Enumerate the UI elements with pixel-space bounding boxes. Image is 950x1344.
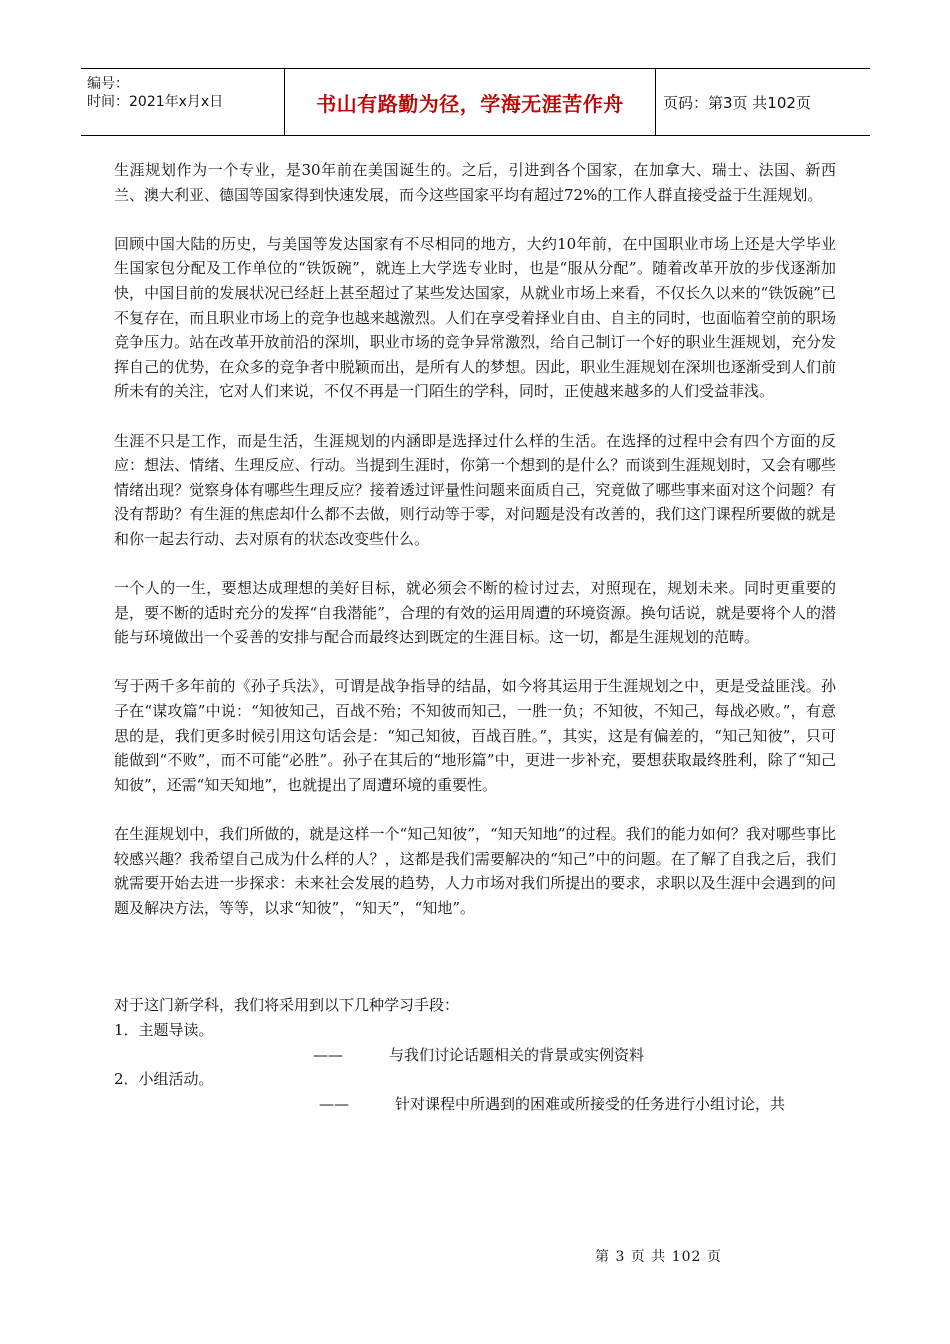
- paragraph: 生涯规划作为一个专业，是30年前在美国诞生的。之后，引进到各个国家，在加拿大、瑞士、法国、新西兰、澳大利亚、德国等国家得到快速发展，而今这些国家平均有超过72%的工作人群直接受益于生涯规划。: [114, 161, 836, 204]
- paragraph: 一个人的一生，要想达成理想的美好目标，就必须会不断的检讨过去，对照现在，规划未来。同时更重要的是，要不断的适时充分的发挥“自我潜能”，合理的有效的运用周遭的环境资源。换句话说，就是要将个人的潜能与环境做出一个妥善的安排与配合而最终达到既定的生涯目标。这一切，都是生涯规划的范畴。: [114, 579, 836, 647]
- paragraph: 在生涯规划中，我们所做的，就是这样一个“知己知彼”，“知天知地”的过程。我们的能力如何？我对哪些事比较感兴趣？我希望自己成为什么样的人？，这都是我们需要解决的“知己”中的问题。在了解了自我之后，我们就需要开始去进一步探求：未来社会发展的趋势，人力市场对我们所提出的要求，求职以及生涯中会遇到的问题及解决方法，等等，以求“知彼”，“知天”，“知地”。: [114, 825, 836, 917]
- header-motto-cell: [284, 69, 656, 135]
- methods-intro: 对于这门新学科，我们将采用到以下几种学习手段：: [114, 996, 460, 1015]
- dash-mark: ——: [319, 1094, 349, 1113]
- paragraph: 回顾中国大陆的历史，与美国等发达国家有不尽相同的地方，大约10年前，在中国职业市场上还是大学毕业生国家包分配及工作单位的“铁饭碗”，就连上大学选专业时，也是“服从分配”。随着改革开放的步伐逐渐加快，中国目前的发展状况已经赶上甚至超过了某些发达国家，从就业市场上来看，不仅长久以来的“铁饭碗”已不复存在，而且职业市场上的竞争也越来越激烈。人们在享受着择业自由、自主的同时，也面临着空前的职场竞争压力。站在改革开放前沿的深圳，职业市场的竞争异常激烈，给自己制订一个好的职业生涯规划，充分发挥自己的优势，在众多的竞争者中脱颖而出，是所有人的梦想。因此，职业生涯规划在深圳也逐渐受到人们前所未有的关注，它对人们来说，不仅不再是一门陌生的学科，同时，正使越来越多的人们受益菲浅。: [114, 234, 836, 401]
- header-meta: [81, 69, 284, 135]
- document-number-label: 编号：: [87, 76, 129, 92]
- page-header: [81, 68, 870, 136]
- page-footer: 第 3 页 共 102 页: [595, 1249, 722, 1265]
- header-page-cell: [656, 69, 870, 135]
- paragraph: 写于两千多年前的《孙子兵法》，可谓是战争指导的结晶，如今将其运用于生涯规划之中，更是受益匪浅。孙子在“谋攻篇”中说：“知彼知己，百战不殆；不知彼而知己，一胜一负；不知彼，不知己，每战必败。”，有意思的是，我们更多时候引用这句话会是：“知己知彼，百战百胜。”，其实，这是有偏差的，“知己知彼”，只可能做到“不败”，而不可能“必胜”。孙子在其后的“地形篇”中，更进一步补充，要想获取最终胜利，除了“知己知彼”，还需“知天知地”，也就提出了周遭环境的重要性。: [114, 677, 836, 794]
- method-item-desc-text: 针对课程中所遇到的困难或所接受的任务进行小组讨论，共: [395, 1094, 786, 1113]
- header-motto: 书山有路勤为径，学海无涯苦作舟: [316, 91, 624, 116]
- paragraph: 生涯不只是工作，而是生活，生涯规划的内涵即是选择过什么样的生活。在选择的过程中会有四个方面的反应：想法、情绪、生理反应、行动。当提到生涯时，你第一个想到的是什么？而谈到生涯规划时，又会有哪些情绪出现？觉察身体有哪些生理反应？接着透过评量性问题来面质自己，究竟做了哪些事来面对这个问题？有没有帮助？有生涯的焦虑却什么都不去做，则行动等于零，对问题是没有改善的，我们这门课程所要做的就是和你一起去行动、去对原有的状态改变些什么。: [114, 431, 836, 548]
- method-item-desc-text: 与我们讨论话题相关的背景或实例资料: [389, 1045, 645, 1064]
- method-item-title: 2．小组活动。: [114, 1070, 214, 1089]
- method-item-description: [114, 1043, 836, 1068]
- method-item-title: 1．主题导读。: [114, 1021, 214, 1039]
- document-body: [114, 158, 836, 1116]
- learning-methods-section: [114, 993, 836, 1116]
- dash-mark: ——: [313, 1045, 343, 1064]
- header-page-number: 页码：第3页 共102页: [663, 93, 811, 112]
- document-date-label: 时间：2021年x月x日: [87, 94, 224, 110]
- method-item-description: [114, 1092, 836, 1117]
